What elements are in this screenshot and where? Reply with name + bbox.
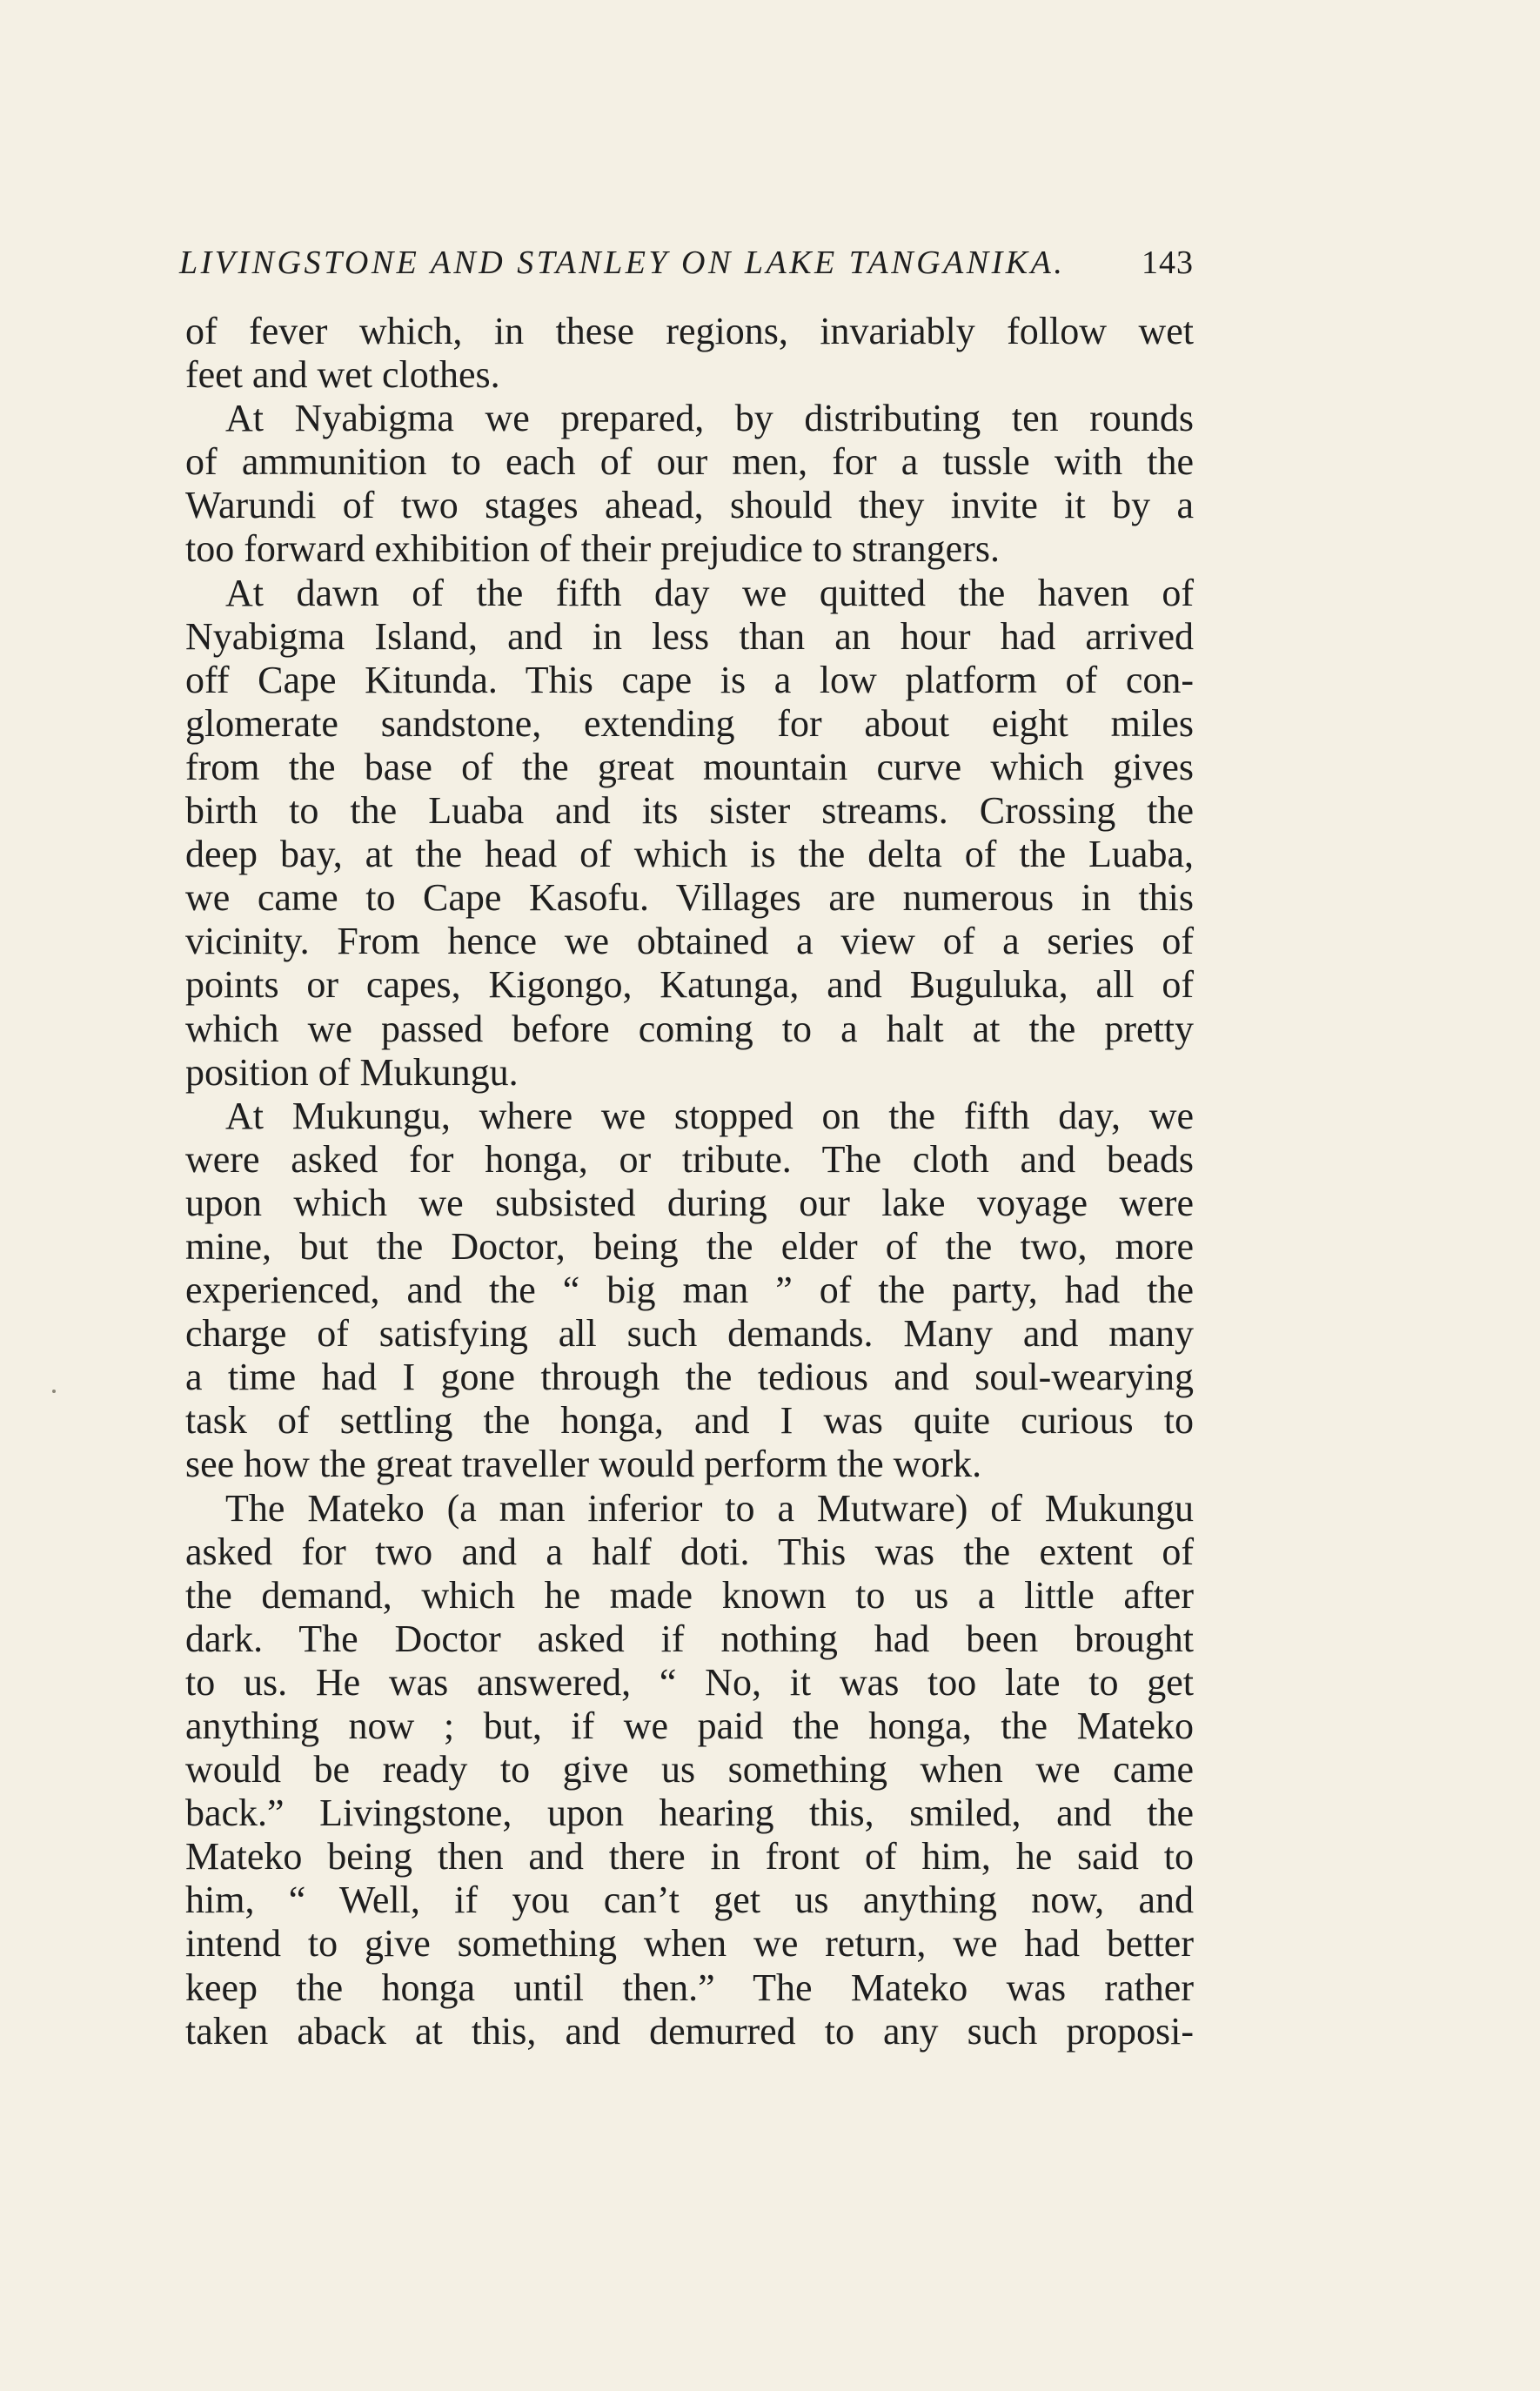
text-line: of ammunition to each of our men, for a tussle with the (185, 440, 1194, 484)
page-number: 143 (1142, 244, 1194, 281)
text-line: back.” Livingstone, upon hearing this, smiled, and the (185, 1792, 1194, 1835)
text-line: At Nyabigma we prepared, by distributing ten rounds (225, 397, 1194, 440)
text-line: we came to Cape Kasofu. Villages are numerous in this (185, 876, 1194, 920)
text-line: too forward exhibition of their prejudice to strangers. (185, 527, 1000, 571)
text-line: glomerate sandstone, extending for about eight miles (185, 701, 1194, 745)
text-line: The Mateko (a man inferior to a Mutware) of Mukungu (225, 1486, 1194, 1530)
text-line: keep the honga until then.” The Mateko was rather (185, 1966, 1194, 2009)
text-line: him, “ Well, if you can’t get us anything now, and (185, 1879, 1194, 1922)
text-line: position of Mukungu. (185, 1050, 519, 1094)
text-line: from the base of the great mountain curve which gives (185, 745, 1194, 788)
text-line: would be ready to give us something when we came (185, 1748, 1194, 1792)
text-line: mine, but the Doctor, being the elder of the two, more (185, 1224, 1194, 1268)
text-line: asked for two and a half doti. This was the extent of (185, 1530, 1194, 1573)
text-line: At Mukungu, where we stopped on the fifth day, we (225, 1094, 1194, 1137)
text-line: deep bay, at the head of which is the delta of the Luaba, (185, 833, 1194, 876)
text-line: off Cape Kitunda. This cape is a low platform of con- (185, 658, 1194, 701)
text-line: At dawn of the fifth day we quitted the haven of (225, 571, 1194, 614)
text-line: which we passed before coming to a halt at the pretty (185, 1007, 1194, 1050)
text-line: see how the great traveller would perform the work. (185, 1443, 982, 1486)
running-head: LIVINGSTONE AND STANLEY ON LAKE TANGANIKA. (179, 244, 1066, 281)
text-line: Mateko being then and there in front of him, he said to (185, 1835, 1194, 1879)
text-line: intend to give something when we return, we had better (185, 1922, 1194, 1966)
text-line: vicinity. From hence we obtained a view of a series of (185, 920, 1194, 963)
text-line: dark. The Doctor asked if nothing had been brought (185, 1617, 1194, 1660)
text-line: experienced, and the “ big man ” of the party, had the (185, 1269, 1194, 1312)
text-line: of fever which, in these regions, invariably follow wet (185, 310, 1194, 352)
margin-speck (52, 1390, 56, 1393)
text-line: a time had I gone through the tedious and soul-wearying (185, 1356, 1194, 1399)
text-line: were asked for honga, or tribute. The cloth and beads (185, 1137, 1194, 1181)
text-line: birth to the Luaba and its sister streams. Crossing the (185, 789, 1194, 833)
text-line: the demand, which he made known to us a little after (185, 1573, 1194, 1617)
text-line: upon which we subsisted during our lake voyage were (185, 1181, 1194, 1224)
text-line: anything now ; but, if we paid the honga, the Mateko (185, 1705, 1194, 1747)
text-line: Warundi of two stages ahead, should they invite it by a (185, 484, 1194, 527)
text-line: to us. He was answered, “ No, it was too late to get (185, 1660, 1194, 1704)
text-line: task of settling the honga, and I was quite curious to (185, 1399, 1194, 1443)
text-line: feet and wet clothes. (185, 353, 500, 397)
text-line: points or capes, Kigongo, Katunga, and Buguluka, all of (185, 963, 1194, 1007)
text-line: taken aback at this, and demurred to any such proposi- (185, 2009, 1194, 2053)
body-text (185, 310, 1194, 2053)
text-line: Nyabigma Island, and in less than an hour had arrived (185, 614, 1194, 658)
page-header (179, 237, 1194, 289)
text-line: charge of satisfying all such demands. Many and many (185, 1312, 1194, 1356)
